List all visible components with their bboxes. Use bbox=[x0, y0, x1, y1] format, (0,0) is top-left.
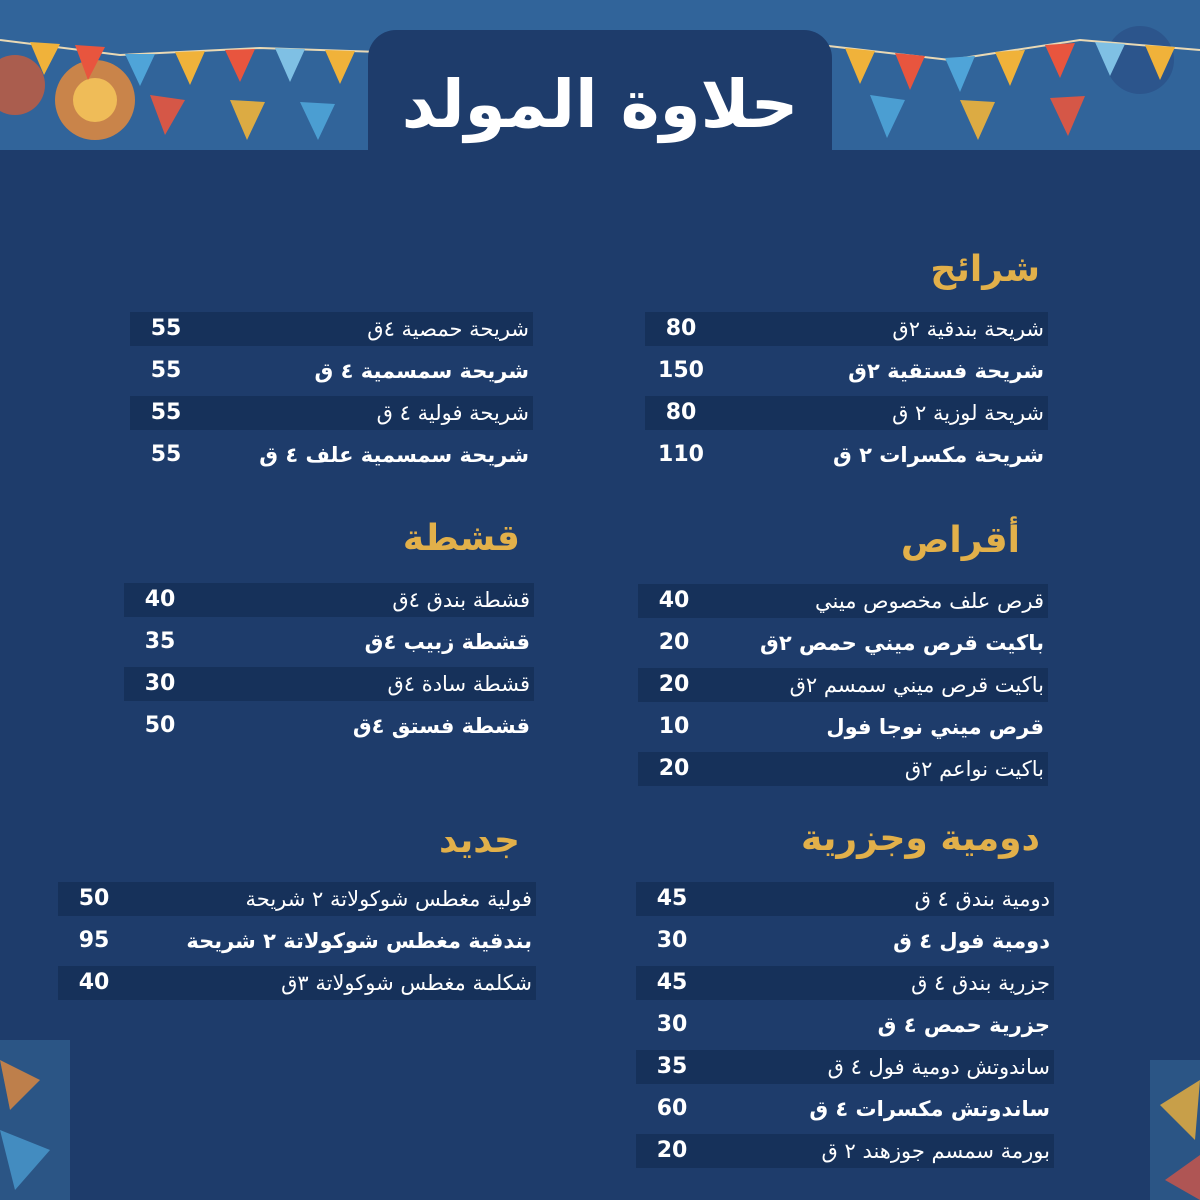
item-price: 80 bbox=[665, 400, 697, 425]
item-name: بندقية مغطس شوكولاتة ٢ شريحة bbox=[186, 929, 532, 953]
section-title: أقراص bbox=[900, 520, 1020, 561]
jadeed-list bbox=[58, 882, 536, 1002]
item-name: قرص ميني نوجا فول bbox=[826, 715, 1044, 739]
item-price: 55 bbox=[150, 442, 182, 467]
item-price: 40 bbox=[78, 970, 110, 995]
item-price: 30 bbox=[656, 928, 688, 953]
item-name: قشطة فستق ٤ق bbox=[352, 714, 530, 738]
list-item bbox=[124, 625, 534, 659]
page-title: حلاوة المولد bbox=[401, 66, 799, 143]
qeshta-list bbox=[124, 583, 534, 753]
item-name: باكيت نواعم ٢ق bbox=[904, 757, 1044, 781]
item-name: شريحة مكسرات ٢ ق bbox=[833, 443, 1044, 467]
list-item bbox=[130, 396, 533, 430]
list-item bbox=[638, 710, 1048, 744]
item-name: شريحة حمصية ٤ق bbox=[367, 317, 529, 341]
list-item bbox=[124, 583, 534, 617]
section-jadeed bbox=[390, 816, 520, 866]
item-price: 35 bbox=[144, 629, 176, 654]
domeya-list bbox=[636, 882, 1054, 1172]
section-sharayeh bbox=[900, 245, 1040, 295]
item-price: 50 bbox=[144, 713, 176, 738]
list-item bbox=[58, 966, 536, 1000]
item-price: 20 bbox=[658, 756, 690, 781]
item-price: 80 bbox=[665, 316, 697, 341]
item-price: 30 bbox=[144, 671, 176, 696]
aqras-list bbox=[638, 584, 1048, 794]
item-name: شريحة فولية ٤ ق bbox=[376, 401, 529, 425]
item-price: 40 bbox=[144, 587, 176, 612]
item-name: ساندوتش مكسرات ٤ ق bbox=[809, 1097, 1050, 1121]
list-item bbox=[636, 1134, 1054, 1168]
list-item bbox=[638, 584, 1048, 618]
item-name: شريحة لوزية ٢ ق bbox=[892, 401, 1044, 425]
item-name: قشطة بندق ٤ق bbox=[392, 588, 530, 612]
list-item bbox=[124, 709, 534, 743]
section-aqras bbox=[880, 516, 1020, 566]
item-name: قشطة زبيب ٤ق bbox=[364, 630, 530, 654]
list-item bbox=[130, 438, 533, 472]
item-price: 55 bbox=[150, 400, 182, 425]
list-item bbox=[636, 1008, 1054, 1042]
list-item bbox=[645, 354, 1048, 388]
item-name: دومية فول ٤ ق bbox=[893, 929, 1050, 953]
item-price: 50 bbox=[78, 886, 110, 911]
list-item bbox=[124, 667, 534, 701]
item-name: قرص علف مخصوص ميني bbox=[815, 589, 1044, 613]
item-price: 45 bbox=[656, 886, 688, 911]
item-name: بورمة سمسم جوزهند ٢ ق bbox=[821, 1139, 1050, 1163]
item-price: 40 bbox=[658, 588, 690, 613]
list-item bbox=[645, 438, 1048, 472]
list-item bbox=[58, 882, 536, 916]
list-item bbox=[130, 312, 533, 346]
item-price: 45 bbox=[656, 970, 688, 995]
decorative-corner-left bbox=[0, 1040, 70, 1200]
item-price: 55 bbox=[150, 358, 182, 383]
list-item bbox=[130, 354, 533, 388]
item-name: باكيت قرص ميني حمص ٢ق bbox=[760, 631, 1044, 655]
item-price: 150 bbox=[658, 358, 704, 383]
section-title: شرائح bbox=[930, 249, 1040, 290]
item-name: ساندوتش دومية فول ٤ ق bbox=[827, 1055, 1050, 1079]
section-title: قشطة bbox=[402, 518, 520, 559]
list-item bbox=[645, 312, 1048, 346]
section-title: دومية وجزرية bbox=[801, 818, 1040, 859]
section-qeshta bbox=[380, 514, 520, 564]
item-name: قشطة سادة ٤ق bbox=[387, 672, 530, 696]
sharayeh-list-right bbox=[645, 312, 1048, 482]
list-item bbox=[636, 1092, 1054, 1126]
list-item bbox=[636, 924, 1054, 958]
list-item bbox=[645, 396, 1048, 430]
item-name: شريحة سمسمية علف ٤ ق bbox=[259, 443, 529, 467]
item-price: 55 bbox=[150, 316, 182, 341]
item-name: شريحة بندقية ٢ق bbox=[892, 317, 1044, 341]
list-item bbox=[636, 882, 1054, 916]
list-item bbox=[638, 668, 1048, 702]
sharayeh-list-left bbox=[130, 312, 533, 482]
list-item bbox=[636, 1050, 1054, 1084]
list-item bbox=[58, 924, 536, 958]
item-name: جزرية بندق ٤ ق bbox=[911, 971, 1050, 995]
list-item bbox=[638, 752, 1048, 786]
item-price: 60 bbox=[656, 1096, 688, 1121]
item-price: 20 bbox=[658, 672, 690, 697]
item-price: 95 bbox=[78, 928, 110, 953]
item-name: شكلمة مغطس شوكولاتة ٣ق bbox=[281, 971, 532, 995]
item-name: شريحة سمسمية ٤ ق bbox=[314, 359, 529, 383]
item-price: 20 bbox=[658, 630, 690, 655]
item-price: 30 bbox=[656, 1012, 688, 1037]
decorative-corner-right bbox=[1150, 1060, 1200, 1200]
item-name: دومية بندق ٤ ق bbox=[914, 887, 1050, 911]
section-domeya bbox=[780, 814, 1040, 864]
item-price: 110 bbox=[658, 442, 704, 467]
item-price: 35 bbox=[656, 1054, 688, 1079]
item-name: فولية مغطس شوكولاتة ٢ شريحة bbox=[245, 887, 532, 911]
section-title: جديد bbox=[438, 820, 520, 861]
item-name: جزرية حمص ٤ ق bbox=[877, 1013, 1050, 1037]
item-name: باكيت قرص ميني سمسم ٢ق bbox=[789, 673, 1044, 697]
list-item bbox=[636, 966, 1054, 1000]
item-price: 10 bbox=[658, 714, 690, 739]
item-name: شريحة فستقية ٢ق bbox=[848, 359, 1044, 383]
list-item bbox=[638, 626, 1048, 660]
item-price: 20 bbox=[656, 1138, 688, 1163]
